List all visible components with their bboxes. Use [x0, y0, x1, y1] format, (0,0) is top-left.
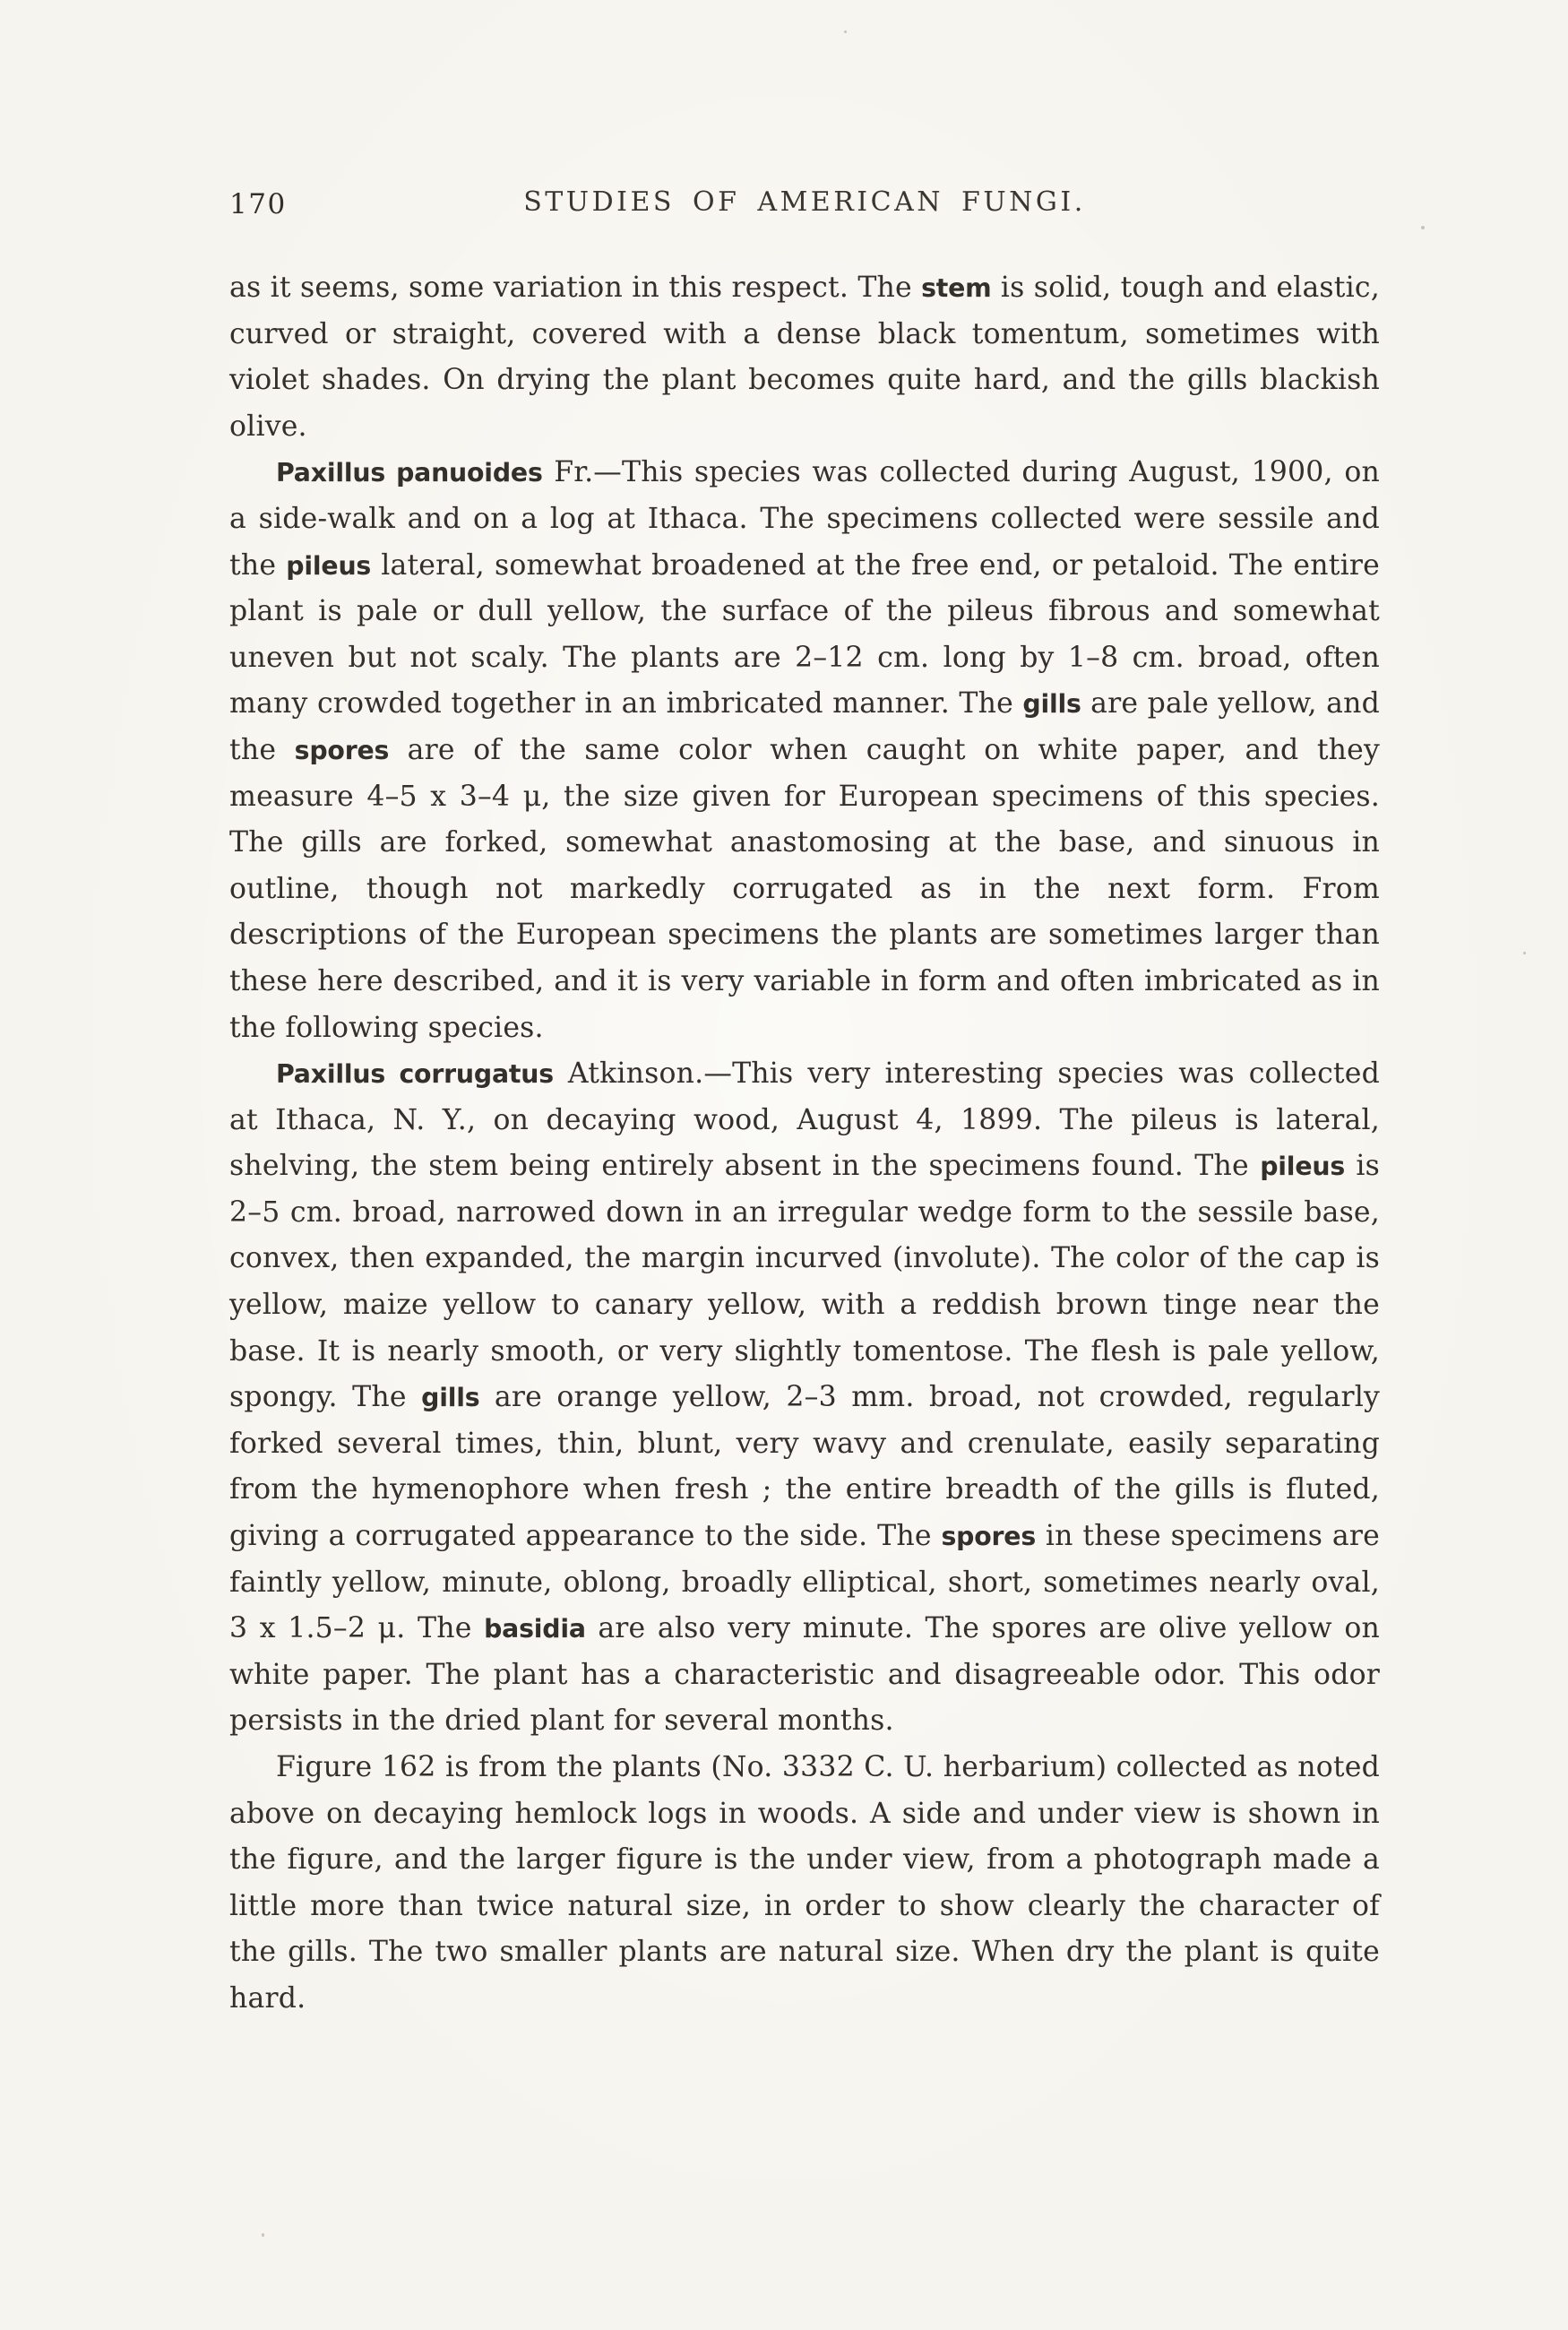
bold-term-species-paxillus-corrugatus: Paxillus corrugatus [276, 1059, 554, 1090]
bold-term-basidia: basidia [484, 1614, 586, 1644]
text-segment: lateral, somewhat broadened at the free end, or petaloid. The entire plant is pale or dull yellow, the surface of the pileus fibrous and somewhat uneven but not scaly. The plants are 2–12 cm. long by 1–8 cm. broad, often many crowded together in an imbricated manner. The [229, 548, 1380, 721]
bold-term-gills: gills [421, 1383, 480, 1413]
bold-term-stem: stem [921, 273, 992, 303]
text-segment: are pale yellow, and the [229, 687, 1380, 766]
text-segment: is solid, tough and elastic, curved or straight, covered with a dense black tomentum, sometimes with violet shades. On drying the plant becomes quite hard, and the gills blackish olive. [229, 272, 1380, 443]
bold-term-pileus: pileus [1260, 1152, 1345, 1182]
text-segment: are of the same color when caught on white paper, and they measure 4–5 x 3–4 μ, the size given for European specimens of this species. The gills are forked, somewhat anastomosing at the base, and sinuous in outline, though not markedly corrugated as in the next form. From descriptions of the European specimens the plants are sometimes larger than these here described, and it is very variable in form and often imbricated as in the following species. [229, 733, 1381, 1044]
bold-term-spores: spores [294, 735, 390, 765]
scan-speck [1421, 226, 1425, 229]
page-number: 170 [229, 188, 287, 220]
text-segment: is 2–5 cm. broad, narrowed down in an irregular wedge form to the sessile base, convex, then expanded, the margin incurved (involute). The color of the cap is yellow, maize yellow to canary yellow, with a reddish brown tinge near the base. It is nearly smooth, or very slightly tomentose. The flesh is pale yellow, spongy. The [229, 1150, 1381, 1414]
bold-term-pileus: pileus [286, 550, 372, 581]
bold-term-gills: gills [1022, 689, 1081, 720]
paragraph-4 [229, 1745, 1380, 2023]
bold-term-spores: spores [941, 1522, 1037, 1552]
text-segment: Figure 162 is from the plants (No. 3332 C. U. herbarium) collected as noted above on decaying hemlock logs in woods. A side and under view is shown in the figure, and the larger figure is the under view, from a photograph made a little more than twice natural size, in order to show clearly the character of the gills. The two smaller plants are natural size. When dry the plant is quite hard. [229, 1751, 1380, 2015]
scan-speck [844, 30, 847, 33]
paragraph-3 [229, 1051, 1380, 1745]
page-body [229, 265, 1380, 2023]
text-segment: as it seems, some variation in this respect. The [229, 272, 922, 304]
paragraph-1 [229, 265, 1380, 450]
scan-speck [1523, 952, 1526, 954]
page-header [229, 186, 1380, 228]
bold-term-species-paxillus-panuoides: Paxillus panuoides [276, 458, 543, 488]
text-segment: Atkinson.—This very interesting species was collected at Ithaca, N. Y., on decaying wood, August 4, 1899. The pileus is lateral, shelving, the stem being entirely absent in the specimens found. The [229, 1057, 1380, 1183]
text-segment: are also very minute. The spores are olive yellow on white paper. The plant has a characteristic and disagreeable odor. This odor persists in the dried plant for several months. [229, 1612, 1380, 1738]
text-segment: Fr.—This species was collected during August, 1900, on a side-walk and on a log at Ithaca. The specimens collected were sessile and the [229, 456, 1380, 582]
running-title: STUDIES OF AMERICAN FUNGI. [523, 186, 1086, 218]
text-segment: are orange yellow, 2–3 mm. broad, not crowded, regularly forked several times, thin, blunt, very wavy and crenulate, easily separating from the hymenophore when fresh ; the entire breadth of the gills is fluted, giving a corrugated appearance to the side. The [229, 1381, 1380, 1553]
paragraph-2 [229, 450, 1380, 1051]
scan-speck [262, 2233, 264, 2237]
text-segment: in these specimens are faintly yellow, minute, oblong, broadly elliptical, short, sometimes nearly oval, 3 x 1.5–2 μ. The [229, 1520, 1380, 1645]
